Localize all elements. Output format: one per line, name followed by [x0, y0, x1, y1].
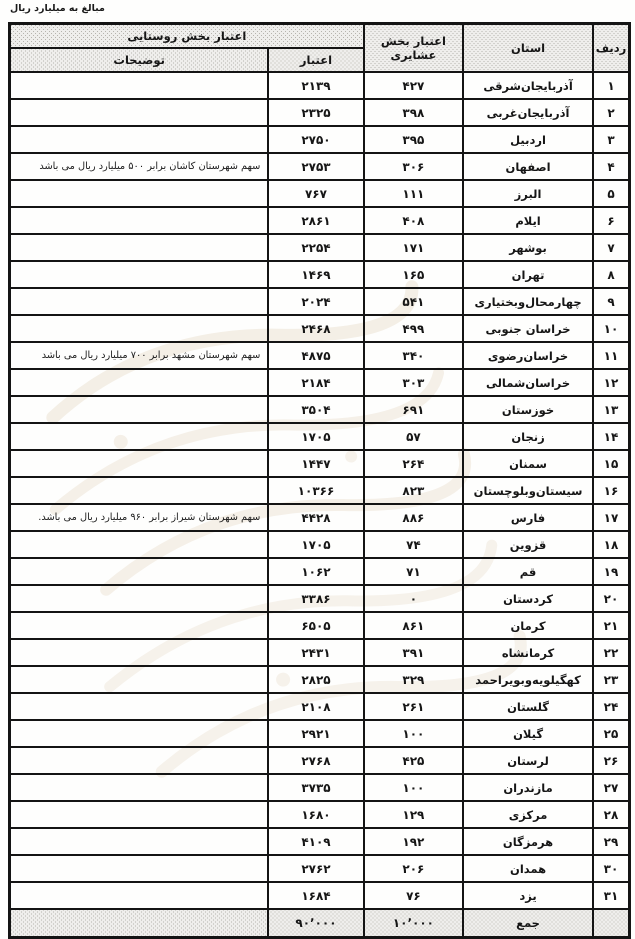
credits-table	[8, 22, 631, 939]
cell-province: کهگیلویه‌وبویراحمد	[463, 666, 593, 693]
cell-province: گیلان	[463, 720, 593, 747]
cell-province: مرکزی	[463, 801, 593, 828]
cell-nomadic-credit: ۵۴۱	[364, 288, 463, 315]
cell-nomadic-credit: ۳۹۱	[364, 639, 463, 666]
cell-row-number: ۲۱	[593, 612, 630, 639]
cell-note	[10, 828, 269, 855]
cell-nomadic-credit: ۱۶۵	[364, 261, 463, 288]
cell-rural-credit: ۲۴۶۸	[268, 315, 363, 342]
cell-note: سهم شهرستان شیراز برابر ۹۶۰ میلیارد ریال می باشد.	[10, 504, 269, 531]
cell-note	[10, 639, 269, 666]
cell-row-number: ۲۰	[593, 585, 630, 612]
cell-rural-credit: ۲۷۵۰	[268, 126, 363, 153]
cell-rural-credit: ۶۵۰۵	[268, 612, 363, 639]
table-row	[10, 234, 630, 261]
cell-row-number: ۳۱	[593, 882, 630, 909]
cell-rural-credit: ۴۱۰۹	[268, 828, 363, 855]
cell-rural-credit: ۱۴۶۹	[268, 261, 363, 288]
cell-province: گلستان	[463, 693, 593, 720]
cell-rural-credit: ۲۹۲۱	[268, 720, 363, 747]
cell-nomadic-credit: ۸۲۳	[364, 477, 463, 504]
col-header-rural-group: اعتبار بخش روستایی	[10, 24, 364, 49]
cell-row-number: ۱۴	[593, 423, 630, 450]
cell-nomadic-credit: ۳۹۸	[364, 99, 463, 126]
cell-nomadic-credit: ۴۲۵	[364, 747, 463, 774]
col-header-nomadic-credit	[364, 24, 463, 73]
cell-rural-credit: ۱۶۸۴	[268, 882, 363, 909]
table-row	[10, 531, 630, 558]
cell-rural-credit: ۱۷۰۵	[268, 423, 363, 450]
table-row	[10, 504, 630, 531]
table-row	[10, 747, 630, 774]
col-header-rural-credit: اعتبار	[268, 48, 363, 72]
cell-row-number: ۱۷	[593, 504, 630, 531]
col-header-province: استان	[463, 24, 593, 73]
cell-row-number: ۷	[593, 234, 630, 261]
cell-province: تهران	[463, 261, 593, 288]
cell-rural-credit: ۲۸۶۱	[268, 207, 363, 234]
cell-province: لرستان	[463, 747, 593, 774]
cell-province: بوشهر	[463, 234, 593, 261]
cell-row-number: ۱۰	[593, 315, 630, 342]
cell-note	[10, 180, 269, 207]
table-row	[10, 477, 630, 504]
cell-nomadic-credit: ۷۴	[364, 531, 463, 558]
cell-province: ایلام	[463, 207, 593, 234]
table-row	[10, 99, 630, 126]
cell-rural-credit: ۳۳۸۶	[268, 585, 363, 612]
cell-note	[10, 666, 269, 693]
cell-rural-credit: ۴۴۲۸	[268, 504, 363, 531]
cell-province: آذربایجان‌غربی	[463, 99, 593, 126]
cell-row-number: ۱۶	[593, 477, 630, 504]
cell-note	[10, 396, 269, 423]
cell-row-number: ۱۲	[593, 369, 630, 396]
cell-province: کردستان	[463, 585, 593, 612]
cell-nomadic-credit: ۱۰۰	[364, 774, 463, 801]
table-row	[10, 855, 630, 882]
cell-nomadic-credit: ۴۲۷	[364, 72, 463, 99]
cell-row-number: ۲۳	[593, 666, 630, 693]
cell-rural-credit: ۳۷۳۵	[268, 774, 363, 801]
table-row	[10, 801, 630, 828]
table-row	[10, 639, 630, 666]
cell-note	[10, 126, 269, 153]
table-row	[10, 288, 630, 315]
total-label: جمع	[463, 909, 593, 938]
cell-note	[10, 747, 269, 774]
cell-note	[10, 855, 269, 882]
cell-province: یزد	[463, 882, 593, 909]
cell-note	[10, 369, 269, 396]
nomadic-header-line2: عشایری	[390, 48, 437, 62]
cell-row-number: ۹	[593, 288, 630, 315]
cell-row-number: ۲۷	[593, 774, 630, 801]
table-row	[10, 153, 630, 180]
cell-province: کرمان	[463, 612, 593, 639]
cell-note	[10, 801, 269, 828]
total-row	[10, 909, 630, 938]
cell-rural-credit: ۱۰۳۶۶	[268, 477, 363, 504]
cell-province: هرمزگان	[463, 828, 593, 855]
cell-note	[10, 585, 269, 612]
cell-province: اصفهان	[463, 153, 593, 180]
cell-nomadic-credit: ۲۶۴	[364, 450, 463, 477]
cell-nomadic-credit: ۷۶	[364, 882, 463, 909]
cell-rural-credit: ۴۸۷۵	[268, 342, 363, 369]
col-header-row-number: ردیف	[593, 24, 630, 73]
cell-nomadic-credit: ۱۷۱	[364, 234, 463, 261]
cell-row-number: ۳	[593, 126, 630, 153]
table-row	[10, 369, 630, 396]
header-row-1	[10, 24, 630, 49]
cell-rural-credit: ۳۵۰۴	[268, 396, 363, 423]
cell-rural-credit: ۱۰۶۲	[268, 558, 363, 585]
cell-row-number: ۸	[593, 261, 630, 288]
cell-rural-credit: ۲۴۳۱	[268, 639, 363, 666]
cell-note	[10, 423, 269, 450]
cell-row-number: ۶	[593, 207, 630, 234]
cell-nomadic-credit: ۵۷	[364, 423, 463, 450]
cell-note	[10, 612, 269, 639]
cell-note	[10, 234, 269, 261]
cell-nomadic-credit: ۶۹۱	[364, 396, 463, 423]
cell-note	[10, 207, 269, 234]
cell-note	[10, 261, 269, 288]
cell-nomadic-credit: ۱۰۰	[364, 720, 463, 747]
cell-note	[10, 774, 269, 801]
cell-row-number: ۲۴	[593, 693, 630, 720]
cell-rural-credit: ۲۷۵۳	[268, 153, 363, 180]
total-rural-credit: ۹۰٬۰۰۰	[268, 909, 363, 938]
table-row	[10, 774, 630, 801]
table-row	[10, 261, 630, 288]
cell-nomadic-credit: ۲۰۶	[364, 855, 463, 882]
cell-rural-credit: ۷۶۷	[268, 180, 363, 207]
table-row	[10, 423, 630, 450]
cell-rural-credit: ۱۴۴۷	[268, 450, 363, 477]
cell-note: سهم شهرستان کاشان برابر ۵۰۰ میلیارد ریال می باشد	[10, 153, 269, 180]
cell-province: اردبیل	[463, 126, 593, 153]
cell-province: کرمانشاه	[463, 639, 593, 666]
cell-nomadic-credit: ۳۹۵	[364, 126, 463, 153]
table-row	[10, 585, 630, 612]
cell-note	[10, 288, 269, 315]
cell-rural-credit: ۲۷۶۲	[268, 855, 363, 882]
cell-note	[10, 450, 269, 477]
cell-nomadic-credit: ۴۹۹	[364, 315, 463, 342]
cell-rural-credit: ۲۰۲۴	[268, 288, 363, 315]
total-empty-note	[10, 909, 269, 938]
cell-row-number: ۳۰	[593, 855, 630, 882]
cell-row-number: ۲۹	[593, 828, 630, 855]
table-row	[10, 180, 630, 207]
cell-province: سیستان‌وبلوچستان	[463, 477, 593, 504]
cell-note	[10, 99, 269, 126]
table-row	[10, 828, 630, 855]
cell-row-number: ۲۶	[593, 747, 630, 774]
table-row	[10, 882, 630, 909]
cell-rural-credit: ۲۸۲۵	[268, 666, 363, 693]
cell-rural-credit: ۲۱۸۴	[268, 369, 363, 396]
cell-nomadic-credit: ۸۶۱	[364, 612, 463, 639]
cell-province: قزوین	[463, 531, 593, 558]
cell-province: همدان	[463, 855, 593, 882]
cell-rural-credit: ۲۳۲۵	[268, 99, 363, 126]
cell-nomadic-credit: ۸۸۶	[364, 504, 463, 531]
cell-nomadic-credit: ۲۶۱	[364, 693, 463, 720]
cell-note	[10, 558, 269, 585]
cell-province: سمنان	[463, 450, 593, 477]
cell-row-number: ۵	[593, 180, 630, 207]
table-row	[10, 558, 630, 585]
cell-row-number: ۲۸	[593, 801, 630, 828]
cell-row-number: ۱۸	[593, 531, 630, 558]
table-body	[10, 72, 630, 909]
table-row	[10, 450, 630, 477]
cell-rural-credit: ۲۱۰۸	[268, 693, 363, 720]
cell-row-number: ۱۱	[593, 342, 630, 369]
cell-note	[10, 720, 269, 747]
table-row	[10, 666, 630, 693]
cell-nomadic-credit: ۳۰۶	[364, 153, 463, 180]
cell-nomadic-credit: ۱۹۲	[364, 828, 463, 855]
table-row	[10, 315, 630, 342]
cell-nomadic-credit: ۰	[364, 585, 463, 612]
cell-province: زنجان	[463, 423, 593, 450]
cell-note	[10, 72, 269, 99]
cell-row-number: ۲۵	[593, 720, 630, 747]
cell-province: خراسان‌رضوی	[463, 342, 593, 369]
cell-nomadic-credit: ۳۲۹	[364, 666, 463, 693]
cell-province: قم	[463, 558, 593, 585]
cell-note	[10, 882, 269, 909]
cell-row-number: ۱۳	[593, 396, 630, 423]
cell-row-number: ۲۲	[593, 639, 630, 666]
nomadic-header-line1: اعتبار بخش	[380, 33, 446, 48]
cell-row-number: ۱۹	[593, 558, 630, 585]
cell-province: خراسان جنوبی	[463, 315, 593, 342]
cell-province: خوزستان	[463, 396, 593, 423]
cell-rural-credit: ۱۶۸۰	[268, 801, 363, 828]
cell-province: چهارمحال‌وبختیاری	[463, 288, 593, 315]
cell-row-number: ۱۵	[593, 450, 630, 477]
cell-note	[10, 477, 269, 504]
unit-note: مبالغ به میلیارد ریال	[10, 3, 105, 14]
cell-rural-credit: ۲۲۵۴	[268, 234, 363, 261]
cell-nomadic-credit: ۷۱	[364, 558, 463, 585]
total-nomadic-credit: ۱۰٬۰۰۰	[364, 909, 463, 938]
col-header-notes: توضیحات	[10, 48, 269, 72]
cell-note: سهم شهرستان مشهد برابر ۷۰۰ میلیارد ریال می باشد	[10, 342, 269, 369]
cell-nomadic-credit: ۱۱۱	[364, 180, 463, 207]
cell-row-number: ۲	[593, 99, 630, 126]
cell-note	[10, 315, 269, 342]
table-row	[10, 72, 630, 99]
cell-nomadic-credit: ۱۲۹	[364, 801, 463, 828]
table-row	[10, 396, 630, 423]
cell-nomadic-credit: ۳۴۰	[364, 342, 463, 369]
cell-row-number: ۱	[593, 72, 630, 99]
cell-province: فارس	[463, 504, 593, 531]
table-row	[10, 126, 630, 153]
cell-rural-credit: ۲۱۳۹	[268, 72, 363, 99]
total-empty-row-number	[593, 909, 630, 938]
cell-province: خراسان‌شمالی	[463, 369, 593, 396]
cell-note	[10, 531, 269, 558]
cell-rural-credit: ۲۷۶۸	[268, 747, 363, 774]
table-row	[10, 693, 630, 720]
cell-nomadic-credit: ۳۰۳	[364, 369, 463, 396]
table-row	[10, 342, 630, 369]
cell-rural-credit: ۱۷۰۵	[268, 531, 363, 558]
cell-note	[10, 693, 269, 720]
table-row	[10, 207, 630, 234]
cell-province: آذربایجان‌شرقی	[463, 72, 593, 99]
table-row	[10, 612, 630, 639]
cell-province: مازندران	[463, 774, 593, 801]
table-row	[10, 720, 630, 747]
cell-nomadic-credit: ۴۰۸	[364, 207, 463, 234]
cell-province: البرز	[463, 180, 593, 207]
cell-row-number: ۴	[593, 153, 630, 180]
